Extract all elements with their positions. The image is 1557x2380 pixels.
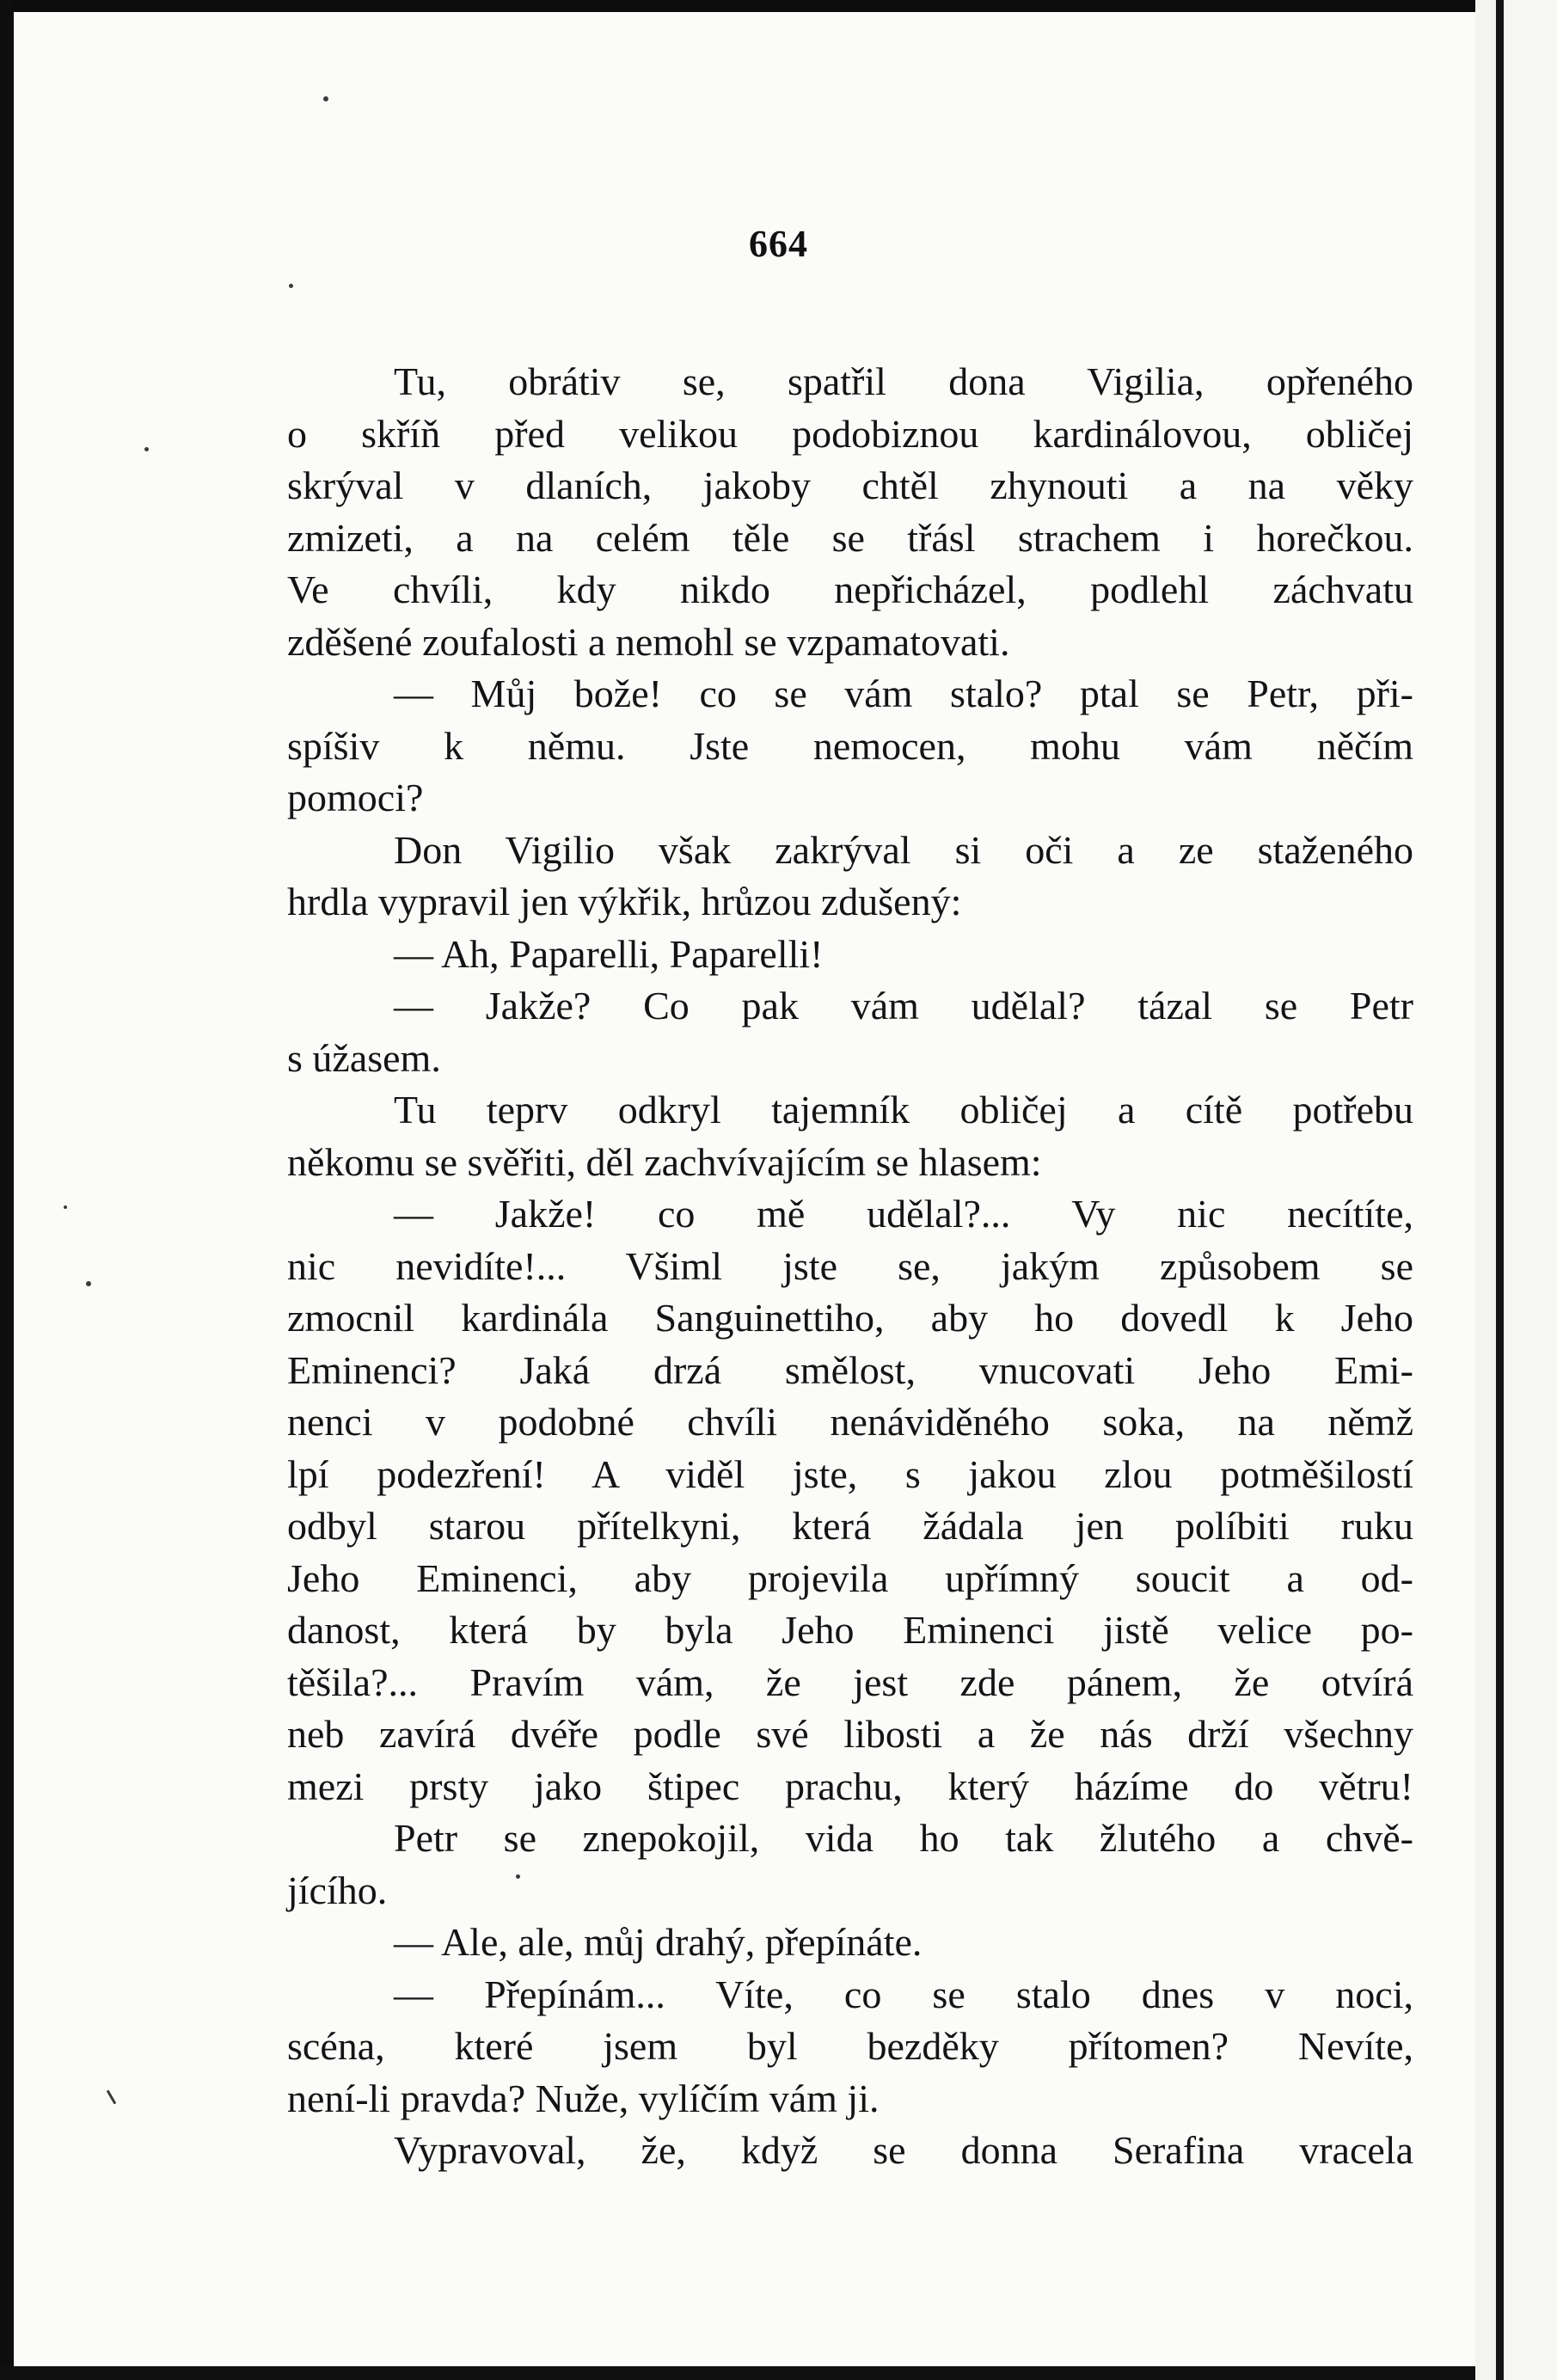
text-line: Tu, obrátiv se, spatřil dona Vigilia, opřeného — [394, 359, 1413, 403]
scan-border-left — [0, 0, 14, 2380]
text-line: Petr se znepokojil, vida ho tak žlutého a chvě- — [394, 1816, 1413, 1860]
scan-speck — [86, 1281, 91, 1286]
text-line: nic nevidíte!... Všiml jste se, jakým způsobem se — [287, 1243, 1413, 1288]
text-line: mezi prsty jako štipec prachu, který házíme do větru! — [287, 1764, 1413, 1808]
text-line: Jeho Eminenci, aby projevila upřímný soucit a od- — [287, 1555, 1413, 1600]
scan-border-right — [1496, 0, 1504, 2380]
scan-speck — [323, 96, 328, 101]
scan-speck — [107, 2089, 117, 2104]
text-line: — Jakže? Co pak vám udělal? tázal se Petr — [394, 984, 1413, 1027]
scan-speck — [64, 1205, 67, 1209]
text-line: nenci v podobné chvíli nenáviděného soka, na němž — [287, 1400, 1413, 1444]
text-line: neb zavírá dvéře podle své libosti a že nás drží všechny — [287, 1712, 1413, 1756]
page-number: 664 — [749, 223, 808, 265]
text-line: odbyl starou přítelkyni, která žádala jen políbiti ruku — [287, 1504, 1413, 1548]
text-line: scéna, které jsem byl bezděky přítomen? Nevíte, — [287, 2024, 1413, 2068]
text-line: hrdla vypravil jen výkřik, hrůzou zdušený: — [287, 880, 962, 923]
text-line: spíšiv k němu. Jste nemocen, mohu vám něčím — [287, 723, 1413, 768]
text-line: Don Vigilio však zakrýval si oči a ze staženého — [394, 827, 1413, 872]
text-line: pomoci? — [287, 776, 424, 819]
text-line: zmocnil kardinála Sanguinettiho, aby ho dovedl k Jeho — [287, 1296, 1413, 1340]
text-line: — Ale, ale, můj drahý, přepínáte. — [394, 1920, 923, 1964]
text-line: zmizeti, a na celém těle se třásl strachem i horečkou. — [287, 515, 1413, 560]
text-line: Ve chvíli, kdy nikdo nepřicházel, podlehl záchvatu — [287, 567, 1413, 611]
text-line: danost, která by byla Jeho Eminenci jistě velice po- — [287, 1608, 1413, 1652]
scan-gutter — [1475, 0, 1496, 2380]
text-line: Tu teprv odkryl tajemník obličej a cítě potřebu — [394, 1088, 1413, 1132]
text-line: o skříň před velikou podobiznou kardinálovou, obličej — [287, 411, 1413, 456]
text-line: skrýval v dlaních, jakoby chtěl zhynouti a na věky — [287, 463, 1413, 507]
body-text — [287, 356, 1413, 2177]
text-line: někomu se svěřiti, děl zachvívajícím se hlasem: — [287, 1139, 1042, 1184]
text-line: — Můj bože! co se vám stalo? ptal se Petr, při- — [394, 672, 1413, 715]
text-line: lpí podezření! A viděl jste, s jakou zlou potměšilostí — [287, 1451, 1413, 1496]
scan-speck — [144, 447, 149, 451]
text-line: jícího. — [287, 1868, 388, 1912]
scan-margin-right — [1504, 0, 1557, 2380]
text-line: těšila?... Pravím vám, že jest zde pánem, že otvírá — [287, 1659, 1413, 1704]
text-line: — Ah, Paparelli, Paparelli! — [394, 931, 824, 976]
text-line: Vypravoval, že, když se donna Serafina vracela — [394, 2128, 1413, 2172]
text-line: — Jakže! co mě udělal?... Vy nic necítíte, — [394, 1192, 1413, 1236]
scan-speck — [289, 284, 293, 288]
text-line: není-li pravda? Nuže, vylíčím vám ji. — [287, 2076, 880, 2120]
scan-border-bottom — [0, 2366, 1557, 2380]
text-line: — Přepínám... Víte, co se stalo dnes v noci, — [394, 1972, 1413, 2016]
text-line: zděšené zoufalosti a nemohl se vzpamatovati. — [287, 619, 1010, 664]
text-line: s úžasem. — [287, 1035, 441, 1080]
text-line: Eminenci? Jaká drzá smělost, vnucovati Jeho Emi- — [287, 1347, 1413, 1392]
scan-border-top — [0, 0, 1557, 12]
